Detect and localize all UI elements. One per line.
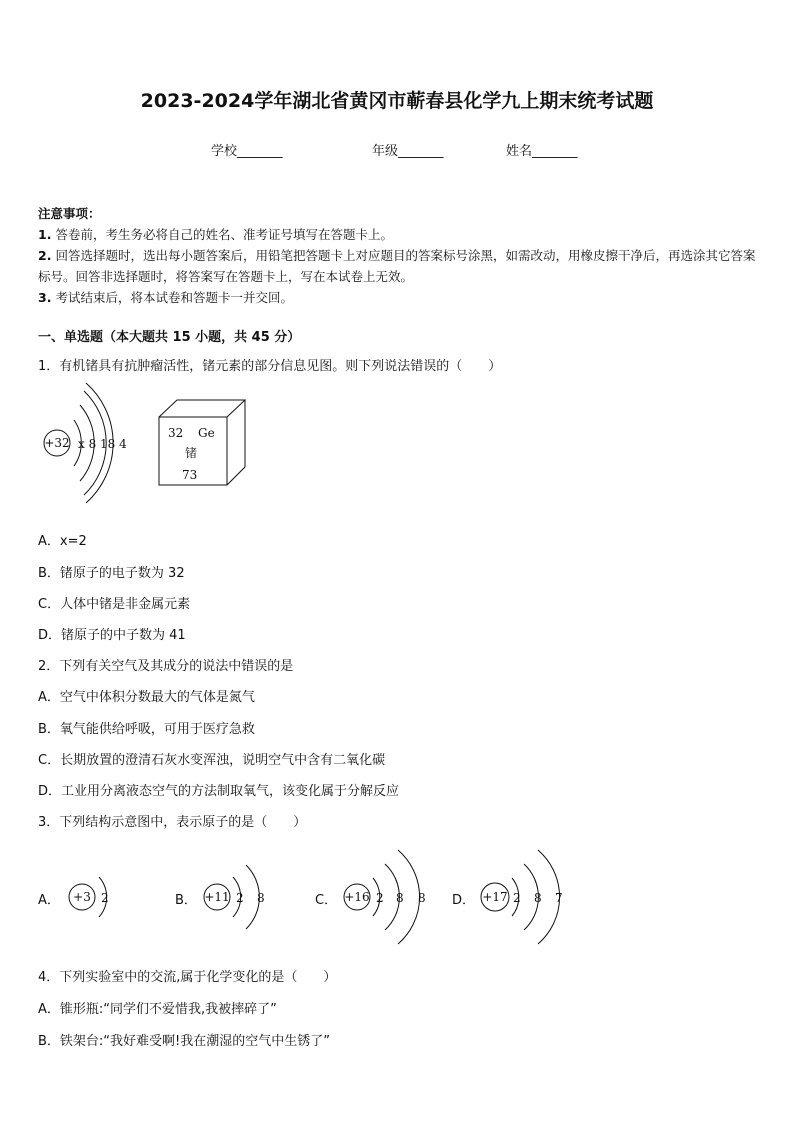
q3-d-shell-1-count: 2 (513, 891, 521, 905)
q3-c-shell-3-count: 8 (418, 891, 426, 905)
element-name: 锗 (185, 446, 198, 460)
q3-stem: 3．下列结构示意图中，表示原子的是（ ） (38, 815, 307, 830)
note-item-1: 1. 答卷前，考生务必将自己的姓名、准考证号填写在答题卡上。 (38, 227, 393, 242)
q3-a-nucleus-charge: +3 (73, 890, 91, 904)
name-field[interactable]: 姓名_______ (506, 144, 578, 159)
q3-diagram-a (65, 867, 125, 927)
q3-c-shell-1-count: 2 (376, 891, 384, 905)
germanium-atom-diagram (40, 383, 140, 503)
q3-b-nucleus-charge: +11 (204, 890, 230, 904)
q3-d-shell-3-count: 7 (555, 891, 563, 905)
q1-option-c[interactable]: C．人体中锗是非金属元素 (38, 597, 191, 612)
q3-b-shell-2-count: 8 (257, 891, 265, 905)
q1-option-b[interactable]: B．锗原子的电子数为 32 (38, 566, 185, 581)
element-symbol: Ge (198, 426, 215, 440)
q3-d-shell-2-count: 8 (534, 891, 542, 905)
school-field[interactable]: 学校_______ (211, 144, 283, 159)
q3-c-nucleus-charge: +16 (344, 890, 370, 904)
q3-diagram-c (340, 848, 440, 948)
q1-option-d[interactable]: D．锗原子的中子数为 41 (38, 628, 186, 643)
element-atomic-number: 32 (168, 426, 184, 440)
q2-option-b[interactable]: B．氧气能供给呼吸，可用于医疗急救 (38, 722, 255, 737)
notes-heading: 注意事项： (38, 206, 101, 221)
element-cell-diagram (158, 399, 248, 489)
note-item-2: 2. 回答选择题时，选出每小题答案后，用铅笔把答题卡上对应题目的答案标号涂黑，如需改动，用橡皮擦干净后，再选涂其它答案标号。回答非选择题时，将答案写在答题卡上，写在本试卷上无效。 (38, 248, 756, 284)
q3-a-shell-1-count: 2 (101, 891, 109, 905)
q3-diagram-d (478, 848, 578, 948)
element-cell-side (227, 400, 245, 485)
q3-option-d-label[interactable]: D． (452, 893, 476, 908)
atom-nucleus-charge: +32 (44, 436, 70, 450)
q4-stem: 4．下列实验室中的交流,属于化学变化的是（ ） (38, 970, 337, 985)
q2-stem: 2．下列有关空气及其成分的说法中错误的是 (38, 659, 294, 674)
q4-option-b[interactable]: B．铁架台:“我好难受啊!我在潮湿的空气中生锈了” (38, 1034, 330, 1049)
section-heading: 一、单选题（本大题共 15 小题，共 45 分） (38, 330, 301, 345)
q3-c-shell-2-count: 8 (396, 891, 404, 905)
atom-shell-counts: x 8 18 4 (78, 437, 127, 451)
q2-option-c[interactable]: C．长期放置的澄清石灰水变浑浊，说明空气中含有二氧化碳 (38, 753, 386, 768)
element-cell-top (159, 400, 245, 417)
q2-option-d[interactable]: D．工业用分离液态空气的方法制取氧气，该变化属于分解反应 (38, 784, 400, 799)
page-title: 2023-2024学年湖北省黄冈市蕲春县化学九上期末统考试题 (140, 90, 654, 112)
q3-b-shell-1-count: 2 (236, 891, 244, 905)
student-info (0, 140, 794, 160)
grade-field[interactable]: 年级_______ (372, 144, 444, 159)
q3-option-c-label[interactable]: C． (315, 893, 338, 908)
note-item-3: 3. 考试结束后，将本试卷和答题卡一并交回。 (38, 290, 293, 305)
q2-option-a[interactable]: A．空气中体积分数最大的气体是氮气 (38, 690, 255, 705)
q3-option-b-label[interactable]: B． (175, 893, 197, 908)
element-atomic-mass: 73 (182, 468, 198, 482)
q3-option-a-label[interactable]: A． (38, 893, 60, 908)
q4-option-a[interactable]: A．锥形瓶:“同学们不爱惜我,我被摔碎了” (38, 1002, 277, 1017)
q1-option-a[interactable]: A．x=2 (38, 534, 87, 549)
q1-stem: 1．有机锗具有抗肿瘤活性，锗元素的部分信息见图。则下列说法错误的（ ） (38, 359, 502, 374)
q3-diagram-b (200, 863, 280, 933)
notes (38, 203, 760, 308)
q3-d-nucleus-charge: +17 (482, 890, 508, 904)
